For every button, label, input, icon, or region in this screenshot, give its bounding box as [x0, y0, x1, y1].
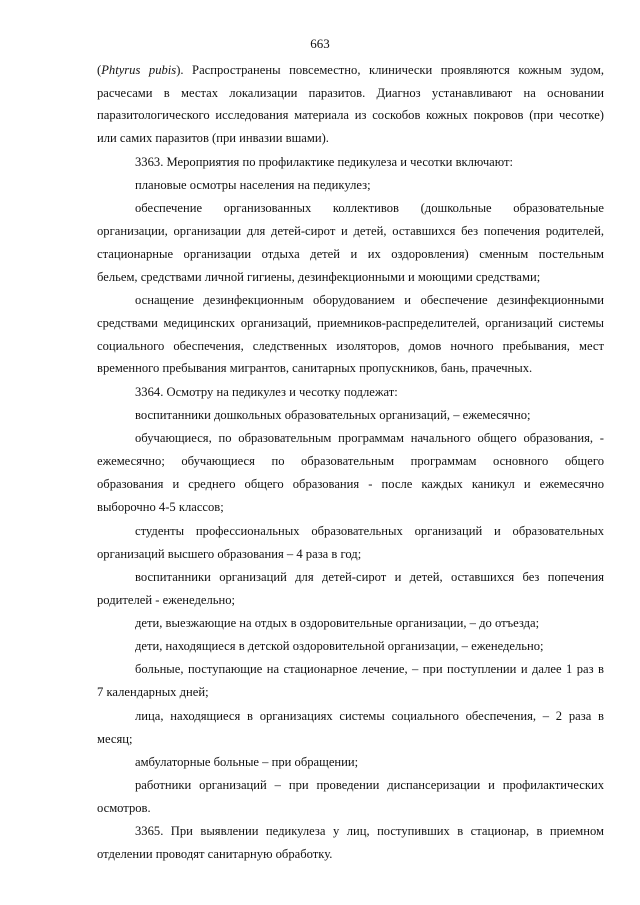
- text-line: обеспечение организованных коллективов (дошкольные образовательные: [135, 201, 604, 215]
- text-line: или самих паразитов (при инвазии вшами).: [97, 131, 329, 145]
- text-line: организаций высшего образования – 4 раза в год;: [97, 547, 362, 561]
- text-line: 3364. Осмотру на педикулез и чесотку подлежат:: [135, 385, 398, 399]
- text-line: воспитанники организаций для детей-сирот и детей, оставшихся без попечения: [135, 570, 604, 584]
- text-line: студенты профессиональных образовательных организаций и образовательных: [135, 524, 604, 538]
- text-line: 3365. При выявлении педикулеза у лиц, поступивших в стационар, в приемном: [135, 824, 604, 838]
- text-line: обучающиеся, по образовательным программам начального общего образования, -: [135, 431, 604, 445]
- text-line: отделении проводят санитарную обработку.: [97, 847, 333, 861]
- page-number: 663: [310, 36, 330, 51]
- text-line: 7 календарных дней;: [97, 685, 209, 699]
- text-line: организации, организации для детей-сирот и детей, оставшихся без попечения родителей,: [97, 224, 604, 238]
- text-line: расчесами в местах локализации паразитов. Диагноз устанавливают на основании: [97, 86, 604, 100]
- text-line: оснащение дезинфекционным оборудованием и обеспечение дезинфекционными: [135, 293, 604, 307]
- text-line: работники организаций – при проведении диспансеризации и профилактических: [135, 778, 604, 792]
- text-line: [97, 63, 604, 78]
- text-line: дети, выезжающие на отдых в оздоровительные организации, – до отъезда;: [135, 616, 540, 630]
- text-line: амбулаторные больные – при обращении;: [135, 755, 359, 769]
- text-line: лица, находящиеся в организациях системы социального обеспечения, – 2 раза в: [135, 709, 604, 723]
- text-line: ежемесячно; обучающиеся по образовательным программам основного общего: [97, 454, 604, 468]
- text-line: выборочно 4-5 классов;: [97, 500, 224, 514]
- text-line: дети, находящиеся в детской оздоровительной организации, – еженедельно;: [135, 639, 544, 653]
- text-line: месяц;: [97, 732, 133, 746]
- text-line: плановые осмотры населения на педикулез;: [135, 178, 371, 192]
- text-line: временного пребывания мигрантов, санитарных пропускников, бань, прачечных.: [97, 361, 533, 375]
- text-line: социального обеспечения, следственных изоляторов, домов ночного пребывания, мест: [97, 339, 604, 353]
- text-line-prefix: (: [97, 63, 102, 77]
- text-line: стационарные организации отдыха детей и их оздоровления) сменным постельным: [97, 247, 604, 261]
- text-line: воспитанники дошкольных образовательных организаций, – ежемесячно;: [135, 408, 531, 422]
- text-line: паразитологического исследования материала из соскобов кожных покровов (при чесотке): [97, 108, 604, 122]
- text-line: родителей - еженедельно;: [97, 593, 236, 607]
- text-line: средствами медицинских организаций, приемников-распределителей, организаций системы: [97, 316, 604, 330]
- text-line: образования и среднего общего образования - после каждых каникул и ежемесячно: [97, 477, 604, 491]
- species-name-italic: Phtyrus pubis: [101, 63, 177, 77]
- text-line-rest: ). Распространены повсеместно, клинически проявляются кожным зудом,: [176, 63, 604, 77]
- text-line: осмотров.: [97, 801, 151, 815]
- text-line: 3363. Мероприятия по профилактике педикулеза и чесотки включают:: [135, 155, 514, 169]
- text-line: больные, поступающие на стационарное лечение, – при поступлении и далее 1 раз в: [135, 662, 604, 676]
- text-line: бельем, средствами личной гигиены, дезинфекционными и моющими средствами;: [97, 270, 541, 284]
